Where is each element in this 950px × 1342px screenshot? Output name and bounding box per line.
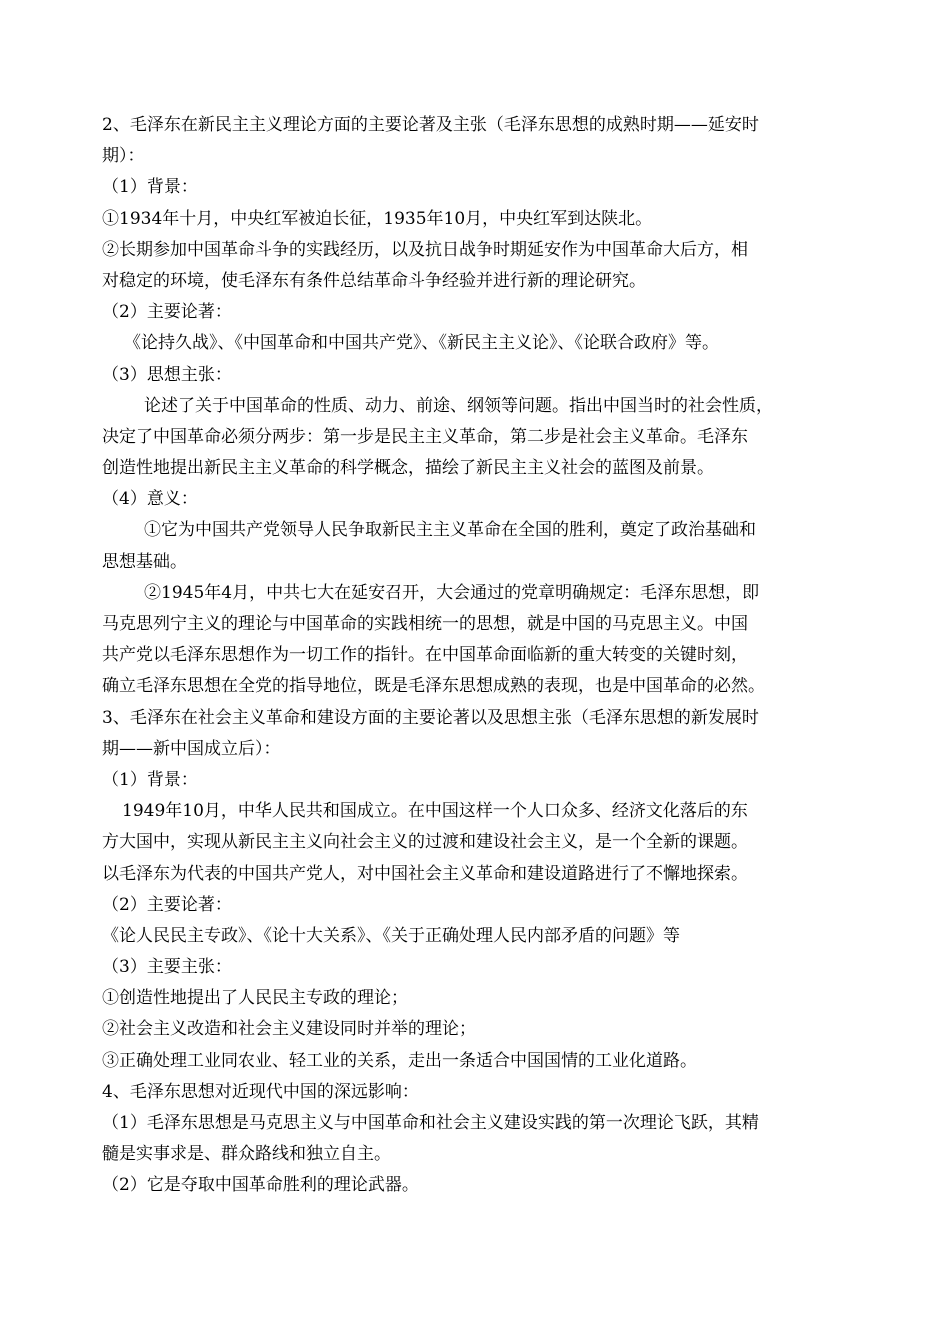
section-heading-line: 3、毛泽东在社会主义革命和建设方面的主要论著以及思想主张（毛泽东思想的新发展时 xyxy=(102,707,759,728)
text-line: ②1945年4月，中共七大在延安召开，大会通过的党章明确规定：毛泽东思想，即 xyxy=(144,582,760,603)
text-line: 思想基础。 xyxy=(102,551,187,572)
text-line: ②社会主义改造和社会主义建设同时并举的理论； xyxy=(102,1019,476,1040)
text-line: （2）主要论著： xyxy=(102,894,232,915)
text-line: 对稳定的环境，使毛泽东有条件总结革命斗争经验并进行新的理论研究。 xyxy=(102,270,646,291)
text-line: ①1934年十月，中央红军被迫长征，1935年10月，中央红军到达陕北。 xyxy=(102,208,653,229)
text-line: 《论持久战》、《中国革命和中国共产党》、《新民主主义论》、《论联合政府》等。 xyxy=(124,333,719,354)
text-line: 共产党以毛泽东思想作为一切工作的指针。在中国革命面临新的重大转变的关键时刻， xyxy=(102,645,748,666)
text-line: 决定了中国革命必须分两步：第一步是民主主义革命，第二步是社会主义革命。毛泽东 xyxy=(102,426,748,447)
text-line: （4）意义： xyxy=(102,489,198,510)
text-line: 《论人民民主专政》、《论十大关系》、《关于正确处理人民内部矛盾的问题》等 xyxy=(102,925,680,946)
text-line: （1）背景： xyxy=(102,177,198,198)
document-body xyxy=(102,110,850,1202)
text-line: 马克思列宁主义的理论与中国革命的实践相统一的思想，就是中国的马克思主义。中国 xyxy=(102,614,748,634)
text-line: （1）背景： xyxy=(102,769,198,790)
section-heading-line: 期）： xyxy=(102,146,145,167)
text-line: ②长期参加中国革命斗争的实践经历，以及抗日战争时期延安作为中国革命大后方，相 xyxy=(102,239,748,260)
text-line: 髓是实事求是、群众路线和独立自主。 xyxy=(102,1144,391,1165)
text-line: （2）它是夺取中国革命胜利的理论武器。 xyxy=(102,1175,419,1196)
section-heading-line: 4、毛泽东思想对近现代中国的深远影响： xyxy=(102,1081,419,1102)
section-heading-line: 期——新中国成立后）： xyxy=(102,738,281,759)
text-line: 创造性地提出新民主主义革命的科学概念，描绘了新民主主义社会的蓝图及前景。 xyxy=(102,458,714,479)
text-line: 以毛泽东为代表的中国共产党人，对中国社会主义革命和建设道路进行了不懈地探索。 xyxy=(102,863,748,884)
text-line: ③正确处理工业同农业、轻工业的关系，走出一条适合中国国情的工业化道路。 xyxy=(102,1050,697,1071)
text-line: 论述了关于中国革命的性质、动力、前途、纲领等问题。指出中国当时的社会性质， xyxy=(144,395,773,416)
text-line: ①它为中国共产党领导人民争取新民主主义革命在全国的胜利，奠定了政治基础和 xyxy=(144,520,756,541)
text-line: （3）主要主张： xyxy=(102,957,232,978)
text-line: ①创造性地提出了人民民主专政的理论； xyxy=(102,988,408,1009)
text-line: （2）主要论著： xyxy=(102,302,232,323)
text-line: 1949年10月，中华人民共和国成立。在中国这样一个人口众多、经济文化落后的东 xyxy=(122,801,748,822)
text-line: （1）毛泽东思想是马克思主义与中国革命和社会主义建设实践的第一次理论飞跃，其精 xyxy=(102,1113,759,1133)
text-line: 确立毛泽东思想在全党的指导地位，既是毛泽东思想成熟的表现，也是中国革命的必然。 xyxy=(102,676,765,697)
text-line: （3）思想主张： xyxy=(102,364,232,385)
text-line: 方大国中，实现从新民主主义向社会主义的过渡和建设社会主义，是一个全新的课题。 xyxy=(102,832,748,853)
section-heading-line: 2、毛泽东在新民主主义理论方面的主要论著及主张（毛泽东思想的成熟时期——延安时 xyxy=(102,115,759,135)
